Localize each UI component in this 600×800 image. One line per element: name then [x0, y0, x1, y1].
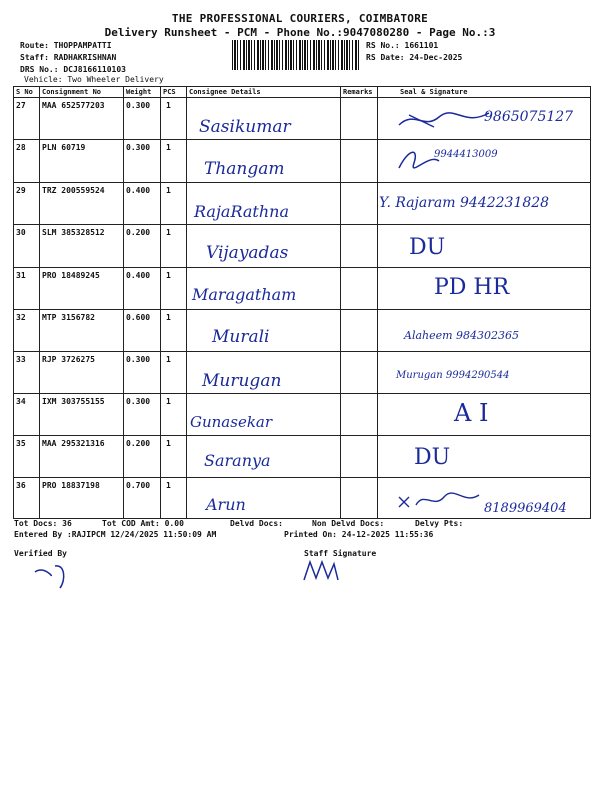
row-sno: 27 — [16, 101, 26, 110]
row-pcs: 1 — [166, 101, 171, 110]
verified-by-label: Verified By — [14, 549, 67, 558]
route-label: Route: THOPPAMPATTI — [20, 41, 112, 50]
col-weight: Weight — [126, 88, 152, 96]
row-consignment: PRO 18837198 — [42, 481, 100, 490]
row-consignee: Thangam — [204, 159, 285, 179]
row-consignment: SLM 385328512 — [42, 228, 105, 237]
row-consignee: Sasikumar — [199, 117, 291, 137]
runsheet-table — [13, 86, 591, 519]
row-seal: 9865075127 — [484, 109, 574, 125]
total-docs: Tot Docs: 36 — [14, 519, 72, 528]
vehicle-label: Vehicle: Two Wheeler Delivery — [24, 75, 164, 84]
col-consignee: Consignee Details — [189, 88, 261, 96]
row-weight: 0.300 — [126, 355, 151, 364]
row-seal: Y. Rajaram 9442231828 — [379, 195, 550, 211]
company-title: THE PROFESSIONAL COURIERS, COIMBATORE — [171, 12, 429, 25]
row-sno: 32 — [16, 313, 26, 322]
row-sno: 31 — [16, 271, 26, 280]
row-consignee: Saranya — [204, 451, 271, 470]
row-sno: 30 — [16, 228, 26, 237]
signature-mark — [394, 489, 484, 513]
row-seal: PD HR — [434, 275, 510, 300]
row-consignee: Vijayadas — [206, 243, 289, 263]
row-weight: 0.400 — [126, 271, 151, 280]
row-sno: 28 — [16, 143, 26, 152]
row-sno: 33 — [16, 355, 26, 364]
row-pcs: 1 — [166, 481, 171, 490]
total-cod: Tot COD Amt: 0.00 — [102, 519, 184, 528]
row-seal: 9944413009 — [434, 149, 498, 160]
row-weight: 0.300 — [126, 397, 151, 406]
row-pcs: 1 — [166, 439, 171, 448]
row-weight: 0.700 — [126, 481, 151, 490]
row-consignee: Maragatham — [192, 285, 297, 304]
row-consignment: IXM 303755155 — [42, 397, 105, 406]
row-consignment: RJP 3726275 — [42, 355, 95, 364]
drs-label: DRS No.: DCJ8166110103 — [20, 65, 126, 74]
barcode-image — [232, 40, 360, 70]
row-pcs: 1 — [166, 313, 171, 322]
staff-signature — [300, 558, 345, 584]
row-consignment: MAA 295321316 — [42, 439, 105, 448]
signature-mark — [394, 143, 444, 175]
row-consignee: Gunasekar — [190, 413, 273, 431]
col-remarks: Remarks — [343, 88, 373, 96]
entered-by: Entered By :RAJIPCM 12/24/2025 11:50:09 AM — [14, 530, 217, 539]
row-seal: A I — [454, 399, 489, 427]
row-sno: 34 — [16, 397, 26, 406]
row-consignment: MTP 3156782 — [42, 313, 95, 322]
row-weight: 0.600 — [126, 313, 151, 322]
row-seal: DU — [409, 235, 446, 260]
col-sno: S No — [16, 88, 33, 96]
col-seal: Seal & Signature — [400, 88, 468, 96]
delivery-points: Delvy Pts: — [415, 519, 464, 528]
row-pcs: 1 — [166, 143, 171, 152]
row-pcs: 1 — [166, 186, 171, 195]
delivered-docs: Delvd Docs: — [230, 519, 283, 528]
row-weight: 0.300 — [126, 143, 151, 152]
row-consignment: TRZ 200559524 — [42, 186, 105, 195]
row-weight: 0.200 — [126, 228, 151, 237]
row-seal: 8189969404 — [484, 501, 567, 516]
rs-number: RS No.: 1661101 — [366, 41, 439, 50]
non-delivered-docs: Non Delvd Docs: — [312, 519, 385, 528]
printed-on: Printed On: 24-12-2025 11:55:36 — [284, 530, 434, 539]
staff-label: Staff: RADHAKRISHNAN — [20, 53, 117, 62]
row-weight: 0.200 — [126, 439, 151, 448]
runsheet-subtitle: Delivery Runsheet - PCM - Phone No.:9047080280 - Page No.:3 — [104, 26, 496, 39]
row-sno: 36 — [16, 481, 26, 490]
col-pcs: PCS — [163, 88, 176, 96]
row-consignment: MAA 652577203 — [42, 101, 105, 110]
row-seal: DU — [414, 445, 451, 470]
row-pcs: 1 — [166, 271, 171, 280]
staff-signature-label: Staff Signature — [304, 549, 377, 558]
row-sno: 35 — [16, 439, 26, 448]
row-consignment: PRO 18489245 — [42, 271, 100, 280]
row-consignee: Murugan — [202, 371, 282, 391]
rs-date: RS Date: 24-Dec-2025 — [366, 53, 463, 62]
row-consignment: PLN 60719 — [42, 143, 86, 152]
row-consignee: RajaRathna — [194, 202, 289, 221]
row-pcs: 1 — [166, 397, 171, 406]
row-consignee: Arun — [206, 495, 246, 514]
verified-signature — [30, 560, 75, 590]
row-weight: 0.400 — [126, 186, 151, 195]
row-pcs: 1 — [166, 228, 171, 237]
row-pcs: 1 — [166, 355, 171, 364]
row-seal: Alaheem 984302365 — [404, 329, 520, 342]
row-consignee: Murali — [212, 327, 270, 347]
signature-mark — [394, 105, 494, 135]
row-weight: 0.300 — [126, 101, 151, 110]
col-consignment: Consignment No — [42, 88, 102, 96]
row-sno: 29 — [16, 186, 26, 195]
row-seal: Murugan 9994290544 — [396, 370, 510, 381]
